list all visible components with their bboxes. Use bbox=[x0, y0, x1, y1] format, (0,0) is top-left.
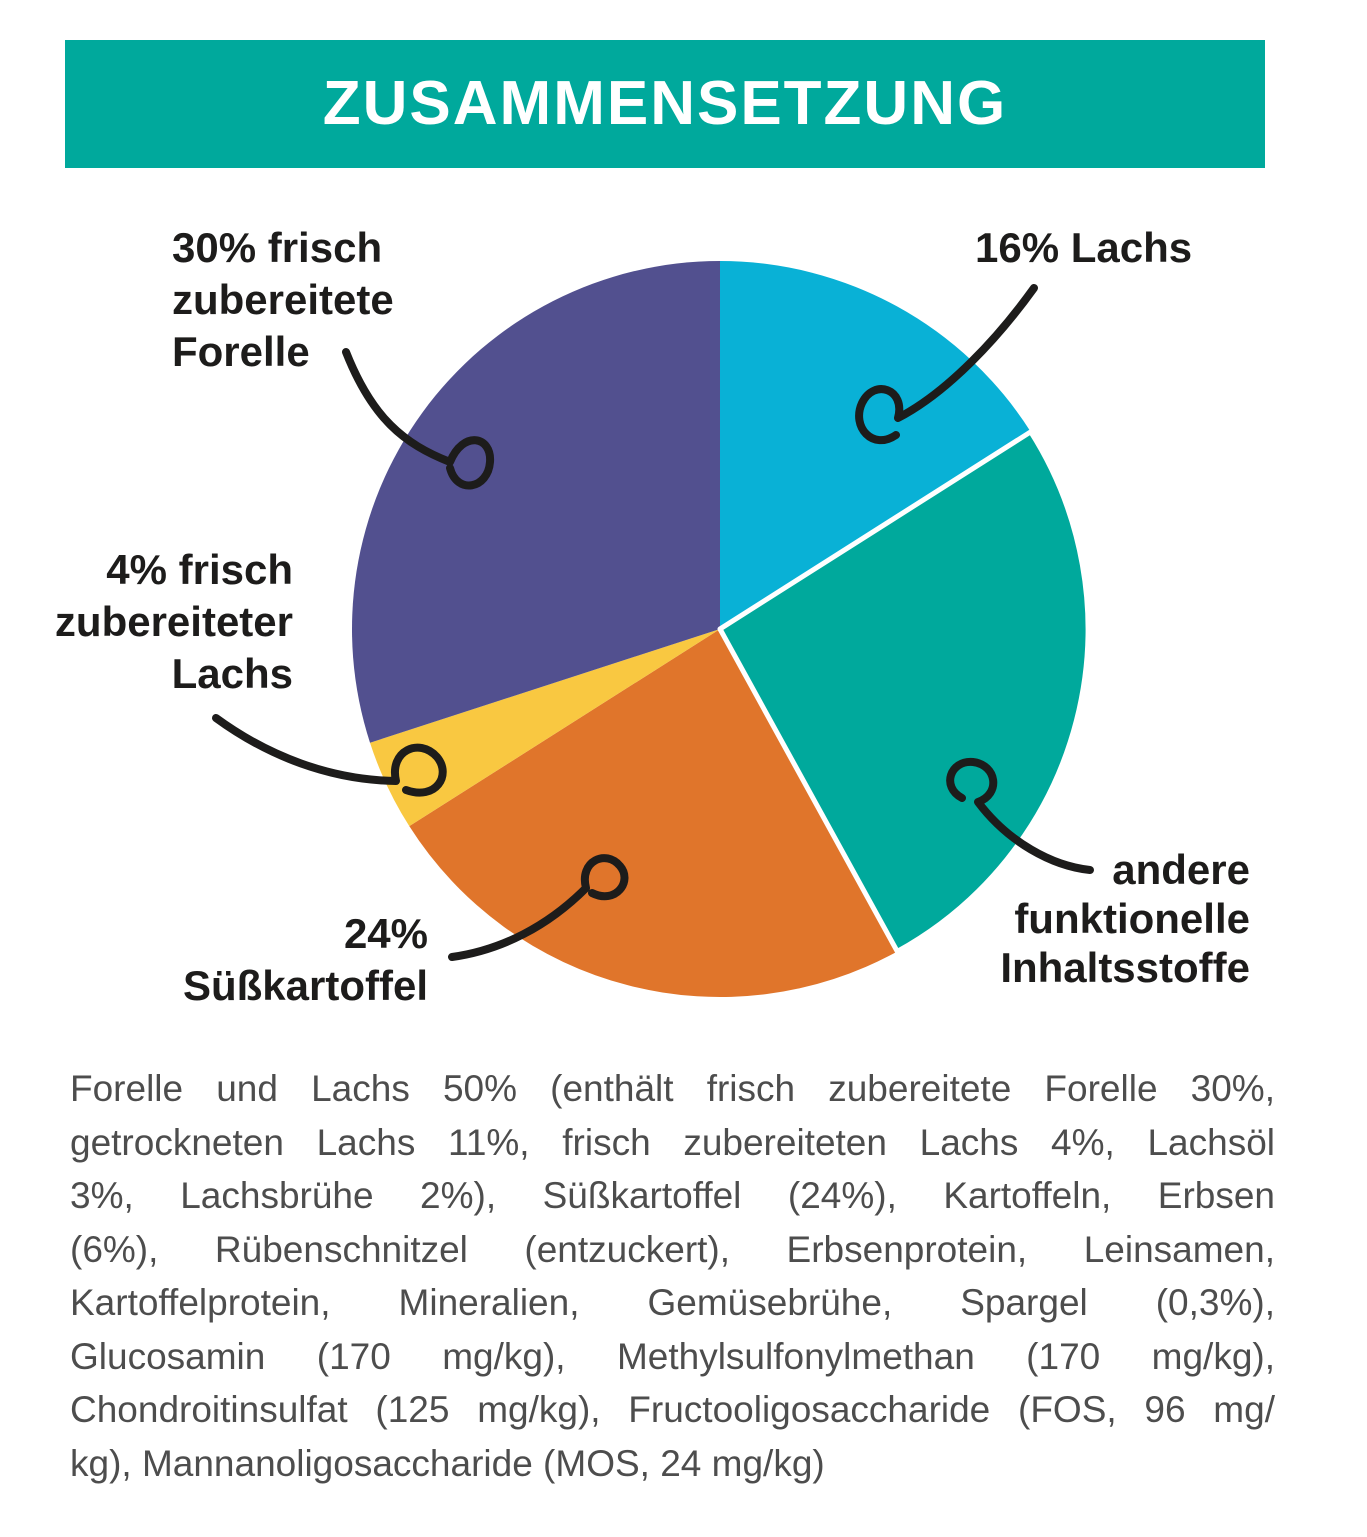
label-line: andere bbox=[1112, 846, 1250, 893]
label-line: Süßkartoffel bbox=[182, 962, 428, 1009]
composition-line: getrockneten Lachs 11%, frisch zubereiteten Lachs 4%, Lachsöl bbox=[70, 1121, 1275, 1163]
label-suesskartoffel bbox=[150, 908, 428, 1012]
label-line: 16% Lachs bbox=[975, 224, 1193, 271]
label-lachs-16 bbox=[975, 222, 1192, 274]
composition-line: Chondroitinsulfat (125 mg/kg), Fructooligosaccharide (FOS, 96 mg/ bbox=[70, 1389, 1275, 1430]
label-line: Inhaltsstoffe bbox=[1000, 944, 1250, 991]
composition-paragraph bbox=[70, 1062, 1275, 1490]
label-line: 24% bbox=[343, 910, 428, 957]
label-line: Forelle bbox=[172, 328, 310, 375]
label-line: funktionelle bbox=[1014, 895, 1250, 942]
composition-line: Glucosamin (170 mg/kg), Methylsulfonylmethan (170 mg/kg), bbox=[70, 1335, 1275, 1377]
label-line: zubereitete bbox=[172, 276, 394, 323]
label-lachs-4 bbox=[40, 544, 293, 700]
composition-line: 3%, Lachsbrühe 2%), Süßkartoffel (24%), Kartoffeln, Erbsen bbox=[70, 1175, 1275, 1216]
label-line: 4% frisch bbox=[106, 546, 293, 593]
label-line: 30% frisch bbox=[172, 224, 383, 271]
composition-line: (6%), Rübenschnitzel (entzuckert), Erbsenprotein, Leinsamen, bbox=[70, 1228, 1275, 1270]
composition-line: Forelle und Lachs 50% (enthält frisch zubereitete Forelle 30%, bbox=[70, 1068, 1275, 1109]
banner-title: ZUSAMMENSETZUNG bbox=[322, 69, 1008, 138]
label-line: zubereiteter bbox=[54, 598, 293, 645]
composition-line: kg), Mannanoligosaccharide (MOS, 24 mg/kg) bbox=[70, 1442, 825, 1484]
label-forelle bbox=[172, 222, 394, 378]
label-andere-inhaltsstoffe bbox=[978, 845, 1250, 992]
label-line: Lachs bbox=[171, 650, 293, 697]
section-banner bbox=[65, 40, 1265, 168]
composition-line: Kartoffelprotein, Mineralien, Gemüsebrühe, Spargel (0,3%), bbox=[70, 1282, 1275, 1323]
